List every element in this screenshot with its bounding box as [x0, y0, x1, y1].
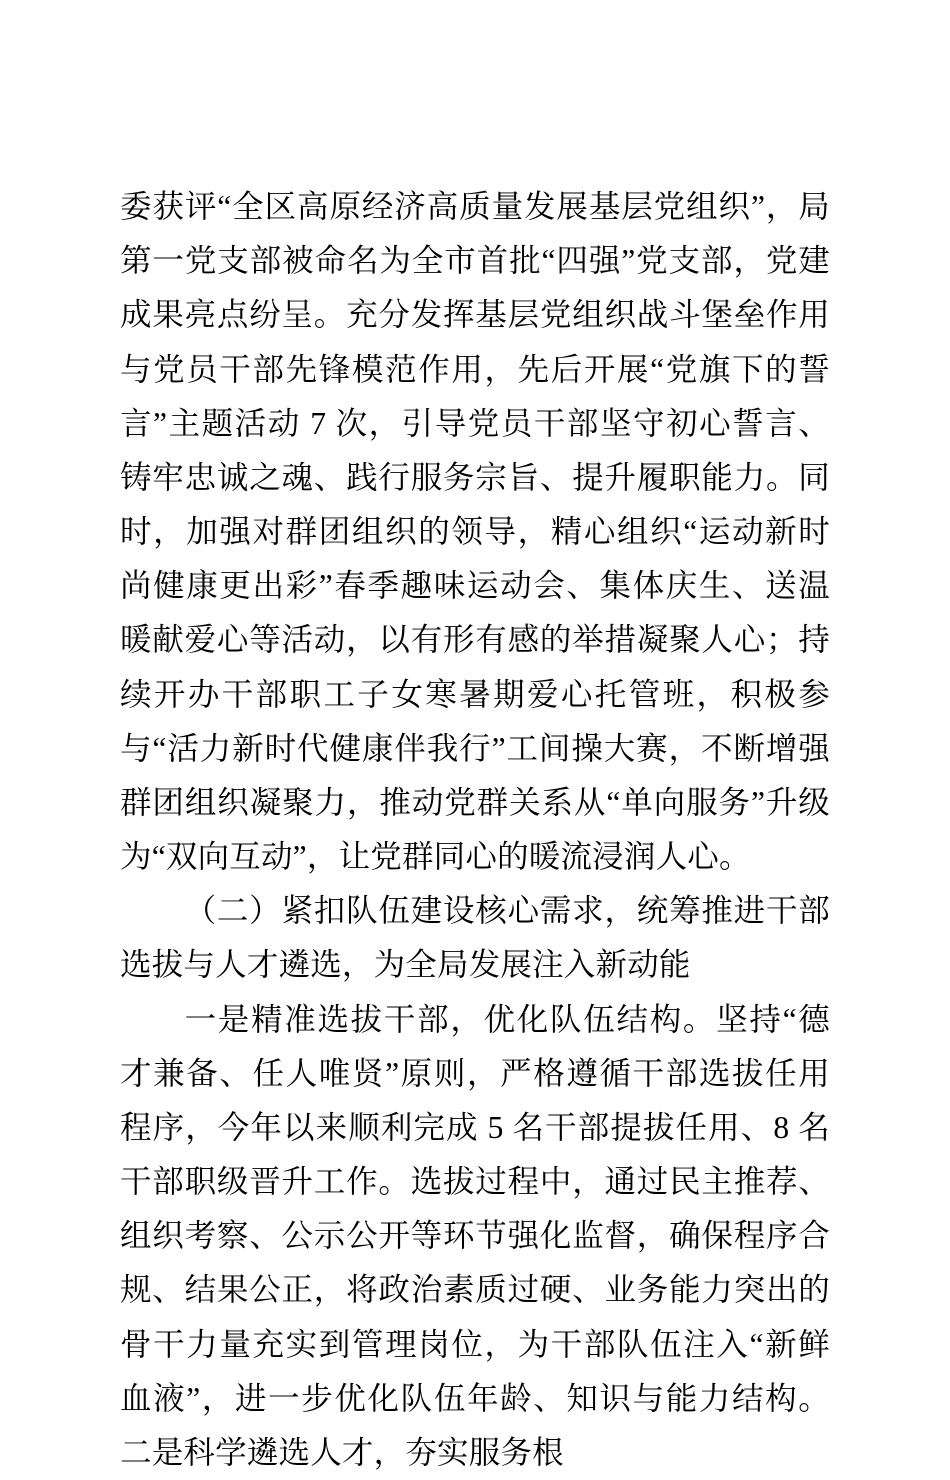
paragraph-item-one: 一是精准选拔干部，优化队伍结构。坚持“德才兼备、任人唯贤”原则，严格遵循干部选拔任用程序，今年以来顺利完成 5 名干部提拔任用、8 名干部职级晋升工作。选拔过程中，通过民主推荐、组织考察、公示公开等环节强化监督，确保程序合规、结果公正，将政治素质过硬、业务能力突出的骨干力量充实到管理岗位，为干部队伍注入“新鲜血液”，进一步优化队伍年龄、知识与能力结构。二是科学遴选人才，夯实服务根 — [120, 1001, 830, 1470]
paragraph-section-heading: （二）紧扣队伍建设核心需求，统筹推进干部选拔与人才遴选，为全局发展注入新动能 — [120, 893, 830, 983]
document-body — [120, 180, 830, 1480]
paragraph-continuation: 委获评“全区高原经济高质量发展基层党组织”，局第一党支部被命名为全市首批“四强”党支部，党建成果亮点纷呈。充分发挥基层党组织战斗堡垒作用与党员干部先锋模范作用，先后开展“党旗下的誓言”主题活动 7 次，引导党员干部坚守初心誓言、铸牢忠诚之魂、践行服务宗旨、提升履职能力。同时，加强对群团组织的领导，精心组织“运动新时尚健康更出彩”春季趣味运动会、集体庆生、送温暖献爱心等活动，以有形有感的举措凝聚人心；持续开办干部职工子女寒暑期爱心托管班，积极参与“活力新时代健康伴我行”工间操大赛，不断增强群团组织凝聚力，推动党群关系从“单向服务”升级为“双向互动”，让党群同心的暖流浸润人心。 — [120, 189, 830, 875]
